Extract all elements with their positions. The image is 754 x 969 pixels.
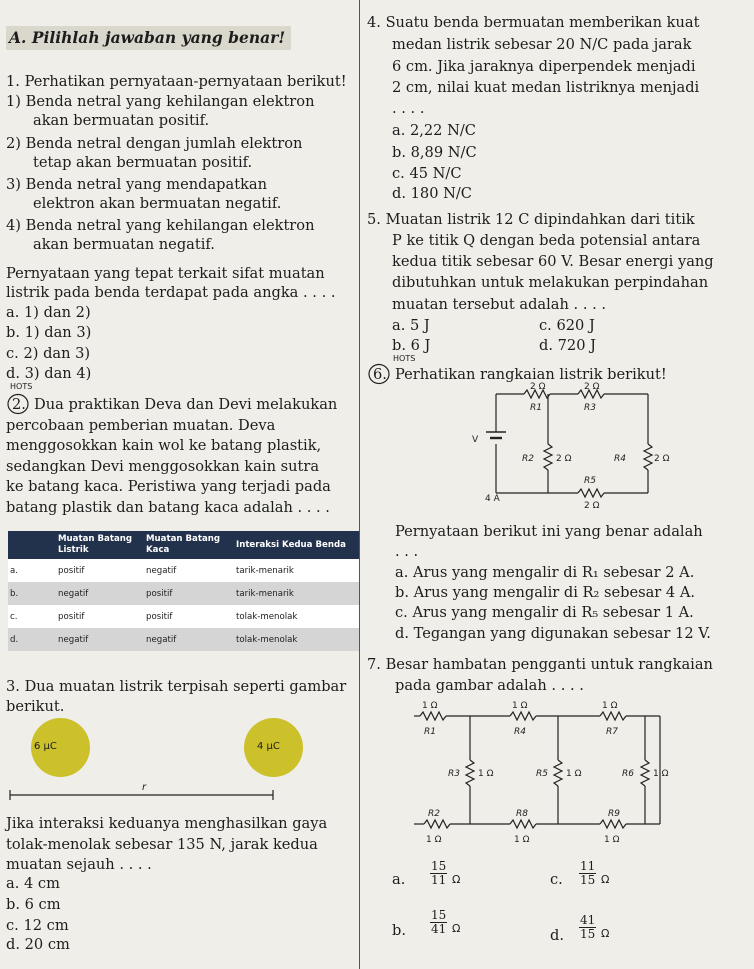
- q6-question: . . .: [395, 543, 419, 560]
- table-row[interactable]: [8, 559, 359, 582]
- r3-label: R3: [584, 403, 596, 413]
- q3-question: muatan sejauh . . . .: [6, 856, 152, 873]
- q7-option-d-letter[interactable]: d.: [550, 927, 564, 944]
- q3-option-c[interactable]: c. 12 cm: [6, 917, 69, 934]
- table-cell: b.: [8, 582, 56, 605]
- q5-line: 5. Muatan listrik 12 C dipindahkan dari titik: [367, 211, 695, 228]
- table-header: Muatan Batang Listrik: [56, 531, 144, 559]
- q6-option-c[interactable]: c. Arus yang mengalir di R₅ sebesar 1 A.: [395, 604, 694, 621]
- r5-value: 2 Ω: [584, 501, 600, 511]
- q2-answer-table: [8, 531, 359, 651]
- q1-option-a[interactable]: a. 1) dan 2): [6, 304, 91, 321]
- table-cell: tarik-menarik: [234, 582, 359, 605]
- table-cell: tarik-menarik: [234, 559, 359, 582]
- q4-line: 2 cm, nilai kuat medan listriknya menjadi: [392, 79, 700, 96]
- distance-label: r: [142, 782, 147, 793]
- r4-value: 2 Ω: [654, 454, 670, 464]
- q2-line: menggosokkan kain wol ke batang plastik,: [6, 437, 322, 454]
- q4-option-c[interactable]: c. 45 N/C: [392, 165, 462, 182]
- r2-value: 1 Ω: [426, 835, 442, 845]
- r3-value: 2 Ω: [584, 382, 600, 392]
- q7-option-c-letter[interactable]: c.: [550, 871, 563, 888]
- q1-question: listrik pada benda terdapat pada angka . . . .: [6, 284, 336, 301]
- table-cell: tolak-menolak: [234, 628, 359, 651]
- r7-value: 1 Ω: [602, 701, 618, 711]
- table-row[interactable]: [8, 605, 359, 628]
- q7-option-b-fraction[interactable]: [430, 909, 447, 936]
- r1-value: 1 Ω: [422, 701, 438, 711]
- table-header: Interaksi Kedua Benda: [234, 531, 359, 559]
- table-header: [8, 531, 56, 559]
- fraction-numerator: 15: [431, 859, 447, 873]
- q4-option-b[interactable]: b. 8,89 N/C: [392, 144, 477, 161]
- distance-line-icon: [7, 760, 275, 800]
- fraction-denominator: 15: [580, 927, 596, 941]
- r2-label: R2: [428, 809, 440, 819]
- q1-statement: akan bermuatan positif.: [33, 112, 210, 129]
- hots-badge: HOTS: [10, 382, 33, 391]
- fraction-denominator: 41: [431, 922, 447, 936]
- q2-line: Dua praktikan Deva dan Devi melakukan: [34, 396, 338, 413]
- r3-value: 1 Ω: [478, 769, 494, 779]
- section-title: A. Pilihlah jawaban yang benar!: [6, 26, 291, 50]
- table-cell: a.: [8, 559, 56, 582]
- q5-line: muatan tersebut adalah . . . .: [392, 296, 607, 313]
- q7-line: 7. Besar hambatan pengganti untuk rangkaian: [367, 656, 713, 673]
- q4-line: 4. Suatu benda bermuatan memberikan kuat: [367, 14, 700, 31]
- q5-line: P ke titik Q dengan beda potensial antara: [392, 232, 701, 249]
- q4-line: . . . .: [392, 100, 425, 117]
- q5-option-b[interactable]: b. 6 J: [392, 337, 431, 354]
- q7-option-a-letter[interactable]: a.: [392, 871, 406, 888]
- r9-value: 1 Ω: [604, 835, 620, 845]
- q3-line: berikut.: [6, 698, 65, 715]
- q5-option-d[interactable]: d. 720 J: [539, 337, 596, 354]
- table-header: Muatan Batang Kaca: [144, 531, 234, 559]
- q1-statement: tetap akan bermuatan positif.: [33, 154, 253, 171]
- q6-question: Pernyataan berikut ini yang benar adalah: [395, 523, 703, 540]
- fraction-numerator: 15: [431, 908, 447, 922]
- q2-line: ke batang kaca. Peristiwa yang terjadi pada: [6, 478, 331, 495]
- q1-option-d[interactable]: d. 3) dan 4): [6, 365, 92, 382]
- column-divider: [359, 0, 360, 969]
- r8-label: R8: [516, 809, 528, 819]
- table-cell: negatif: [56, 582, 144, 605]
- q4-option-d[interactable]: d. 180 N/C: [392, 185, 472, 202]
- hots-badge: HOTS: [393, 354, 416, 363]
- q6-option-a[interactable]: a. Arus yang mengalir di R₁ sebesar 2 A.: [395, 564, 695, 581]
- q7-option-c-fraction[interactable]: [579, 860, 596, 887]
- q5-line: kedua titik sebesar 60 V. Besar energi yang: [392, 253, 714, 270]
- q1-statement: 1) Benda netral yang kehilangan elektron: [6, 93, 315, 110]
- q3-option-a[interactable]: a. 4 cm: [6, 875, 60, 892]
- r6-label: R6: [622, 769, 634, 779]
- distance-marker: [7, 760, 275, 800]
- table-cell: negatif: [56, 628, 144, 651]
- current-label: 4 A: [485, 494, 500, 504]
- q5-option-a[interactable]: a. 5 J: [392, 317, 430, 334]
- ohm-unit: Ω: [601, 873, 610, 886]
- q2-line: sedangkan Devi menggosokkan kain sutra: [6, 458, 320, 475]
- q5-line: dibutuhkan untuk melakukan perpindahan: [392, 274, 709, 291]
- r2-value: 2 Ω: [556, 454, 572, 464]
- table-cell: c.: [8, 605, 56, 628]
- r4-label: R4: [514, 727, 526, 737]
- q4-line: 6 cm. Jika jaraknya diperpendek menjadi: [392, 58, 696, 75]
- q7-option-d-fraction[interactable]: [579, 914, 596, 941]
- q6-option-d[interactable]: d. Tegangan yang digunakan sebesar 12 V.: [395, 625, 711, 642]
- q7-circuit-diagram: [410, 694, 672, 854]
- table-cell: positif: [56, 605, 144, 628]
- q3-option-b[interactable]: b. 6 cm: [6, 896, 61, 913]
- q7-line: pada gambar adalah . . . .: [395, 677, 584, 694]
- table-cell: negatif: [144, 559, 234, 582]
- q3-line: 3. Dua muatan listrik terpisah seperti gambar: [6, 678, 347, 695]
- table-cell: positif: [144, 605, 234, 628]
- r7-label: R7: [606, 727, 618, 737]
- r8-value: 1 Ω: [514, 835, 530, 845]
- r5-label: R5: [536, 769, 548, 779]
- q1-option-c[interactable]: c. 2) dan 3): [6, 345, 91, 362]
- q6-intro: Perhatikan rangkaian listrik berikut!: [395, 366, 667, 383]
- q1-statement: 2) Benda netral dengan jumlah elektron: [6, 135, 303, 152]
- table-row[interactable]: [8, 582, 359, 605]
- q1-intro: 1. Perhatikan pernyataan-pernyataan berikut!: [6, 73, 347, 90]
- r1-value: 2 Ω: [530, 382, 546, 392]
- fraction-denominator: 15: [580, 873, 596, 887]
- table-cell: negatif: [144, 628, 234, 651]
- q1-statement: 3) Benda netral yang mendapatkan: [6, 176, 268, 193]
- q3-option-d[interactable]: d. 20 cm: [6, 936, 70, 953]
- table-cell: positif: [56, 559, 144, 582]
- q5-option-c[interactable]: c. 620 J: [539, 317, 595, 334]
- q6-number: 6.: [373, 366, 387, 383]
- q6-option-b[interactable]: b. Arus yang mengalir di R₂ sebesar 4 A.: [395, 584, 695, 601]
- ohm-unit: Ω: [452, 873, 461, 886]
- q1-option-b[interactable]: b. 1) dan 3): [6, 324, 92, 341]
- q1-statement: akan bermuatan negatif.: [33, 236, 215, 253]
- table-cell: tolak-menolak: [234, 605, 359, 628]
- q7-option-b-letter[interactable]: b.: [392, 922, 406, 939]
- r9-label: R9: [608, 809, 620, 819]
- q7-option-a-fraction[interactable]: [430, 860, 447, 887]
- q3-question: tolak-menolak sebesar 135 N, jarak kedua: [6, 836, 318, 853]
- ohm-unit: Ω: [601, 927, 610, 940]
- r5-value: 1 Ω: [566, 769, 582, 779]
- q2-line: percobaan pemberian muatan. Deva: [6, 417, 276, 434]
- table-cell: positif: [144, 582, 234, 605]
- q1-statement: elektron akan bermuatan negatif.: [33, 195, 282, 212]
- q1-question: Pernyataan yang tepat terkait sifat muatan: [6, 265, 325, 282]
- r4-value: 1 Ω: [512, 701, 528, 711]
- r6-value: 1 Ω: [653, 769, 669, 779]
- r2-label: R2: [522, 454, 534, 464]
- fraction-denominator: 11: [431, 873, 447, 887]
- r3-label: R3: [448, 769, 460, 779]
- r1-label: R1: [424, 727, 436, 737]
- q2-line: batang plastik dan batang kaca adalah . . . .: [6, 499, 330, 516]
- fraction-numerator: 11: [580, 859, 596, 873]
- q3-question: Jika interaksi keduanya menghasilkan gaya: [6, 815, 328, 832]
- r5-label: R5: [584, 476, 596, 486]
- q2-number: 2.: [12, 396, 26, 413]
- q6-circuit-diagram: [448, 380, 678, 512]
- charge-1-label: 6 μC: [34, 741, 57, 752]
- q1-statement: 4) Benda netral yang kehilangan elektron: [6, 217, 315, 234]
- r4-label: R4: [614, 454, 626, 464]
- table-cell: d.: [8, 628, 56, 651]
- table-row[interactable]: [8, 628, 359, 651]
- r1-label: R1: [530, 403, 542, 413]
- ohm-unit: Ω: [452, 922, 461, 935]
- source-label: V: [472, 435, 479, 445]
- fraction-numerator: 41: [580, 913, 596, 927]
- q4-line: medan listrik sebesar 20 N/C pada jarak: [392, 36, 692, 53]
- charge-2-label: 4 μC: [257, 741, 280, 752]
- q4-option-a[interactable]: a. 2,22 N/C: [392, 122, 476, 139]
